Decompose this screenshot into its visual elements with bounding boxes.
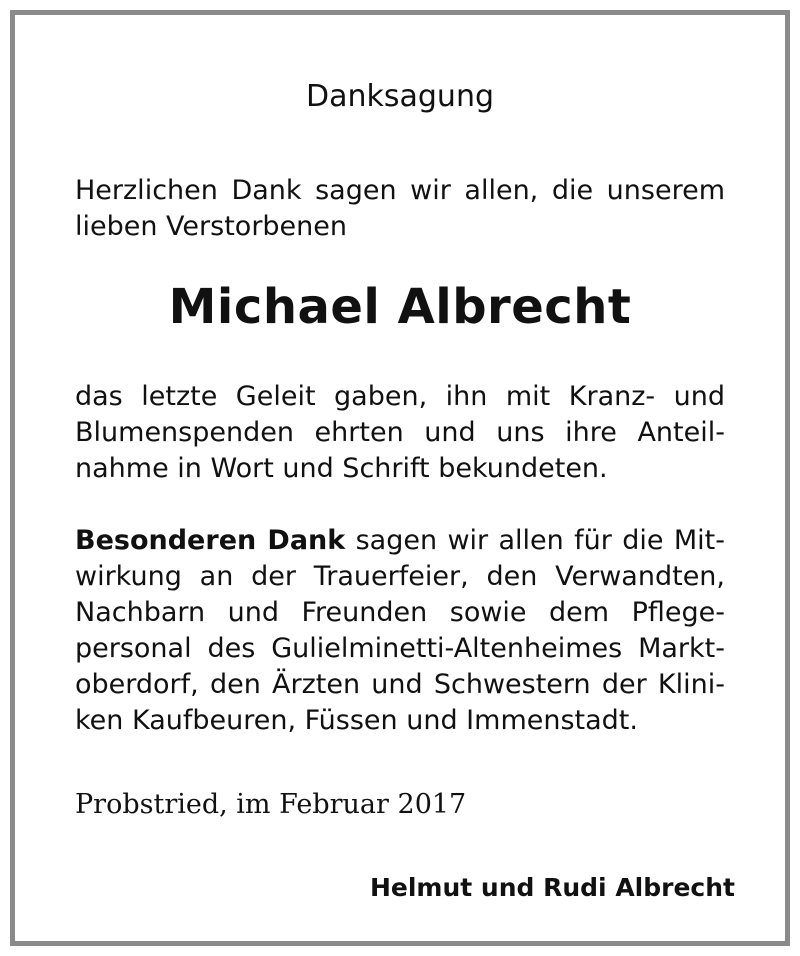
deceased-name: Michael Albrecht <box>168 279 632 335</box>
notice-heading: Danksagung <box>306 79 494 114</box>
notice-frame <box>10 10 790 946</box>
signature: Helmut und Rudi Albrecht <box>369 873 735 902</box>
intro-text: Herzlichen Dank sagen wir allen, die unserem lieben Verstorbenen <box>75 175 725 242</box>
thanks-paragraph: das letzte Geleit gaben, ihn mit Kranz- und Blumenspenden ehrten und uns ihre Anteilnahme in Wort und Schrift bekundeten. <box>75 381 725 484</box>
special-thanks-body: sagen wir allen für die Mitwirkung an der Trauerfeier, den Verwandten, Nachbarn und Freunden sowie dem Pflegepersonal des Gulielminetti-Altenheimes Marktoberdorf, den Ärzten und Schwestern der Kliniken Kaufbeuren, Füssen und Immenstadt. <box>75 525 726 736</box>
special-thanks-lead: Besonderen Dank <box>75 525 346 556</box>
place-date: Probstried, im Februar 2017 <box>75 789 467 820</box>
special-thanks-paragraph <box>75 523 725 739</box>
